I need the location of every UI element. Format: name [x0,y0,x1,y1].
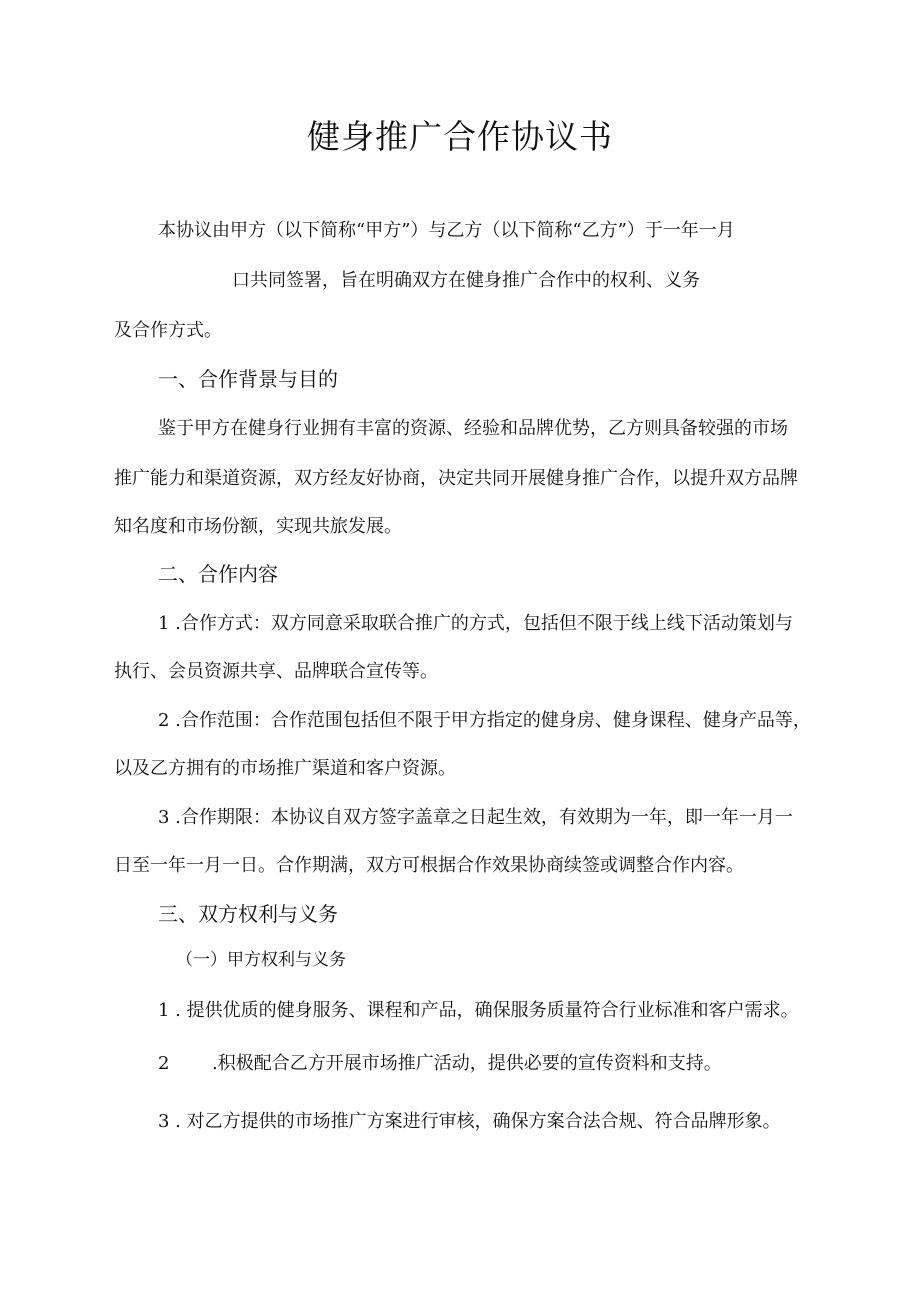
section-3-item-2-number: 2 [158,1053,170,1074]
section-2-heading: 二、合作内容 [158,562,278,586]
section-2-item-1-line-1: 1 .合作方式：双方同意采取联合推广的方式，包括但不限于线上线下活动策划与 [158,613,793,634]
document-title: 健身推广合作协议书 [307,117,613,156]
section-1-line-2: 推广能力和渠道资源，双方经友好协商，决定共同开展健身推广合作，以提升双方品牌 [114,468,798,489]
section-2-item-2-line-1: 2 .合作范围：合作范围包括但不限于甲方指定的健身房、健身课程、健身产品等， [158,710,811,731]
section-1-heading: 一、合作背景与目的 [158,367,338,391]
section-2-item-3-line-1: 3 .合作期限：本协议自双方签字盖章之日起生效，有效期为一年，即一年一月一 [158,807,793,828]
intro-line-1: 本协议由甲方（以下简称“甲方”）与乙方（以下简称“乙方”）于一年一月 [158,220,735,241]
section-1-line-3: 知名度和市场份额，实现共旅发展。 [114,516,402,537]
section-3-item-2-text: .积极配合乙方开展市场推广活动，提供必要的宣传资料和支持。 [212,1053,722,1074]
section-2-item-2-line-2: 以及乙方拥有的市场推广渠道和客户资源。 [114,758,456,779]
section-2-item-1-line-2: 执行、会员资源共享、品牌联合宣传等。 [114,661,438,682]
intro-line-3: 及合作方式。 [114,320,222,341]
section-2-item-3-line-2: 日至一年一月一日。合作期满，双方可根据合作效果协商续签或调整合作内容。 [114,855,744,876]
section-3-item-1: 1 . 提供优质的健身服务、课程和产品，确保服务质量符合行业标准和客户需求。 [158,1000,799,1021]
section-3-heading: 三、双方权利与义务 [158,902,338,926]
section-1-line-1: 鉴于甲方在健身行业拥有丰富的资源、经验和品牌优势，乙方则具备较强的市场 [158,418,788,439]
section-3-subheading: （一）甲方权利与义务 [176,950,346,970]
section-3-item-3: 3 . 对乙方提供的市场推广方案进行审核，确保方案合法合规、符合品牌形象。 [158,1111,781,1132]
intro-line-2: 口共同签署，旨在明确双方在健身推广合作中的权利、义务 [232,270,700,291]
